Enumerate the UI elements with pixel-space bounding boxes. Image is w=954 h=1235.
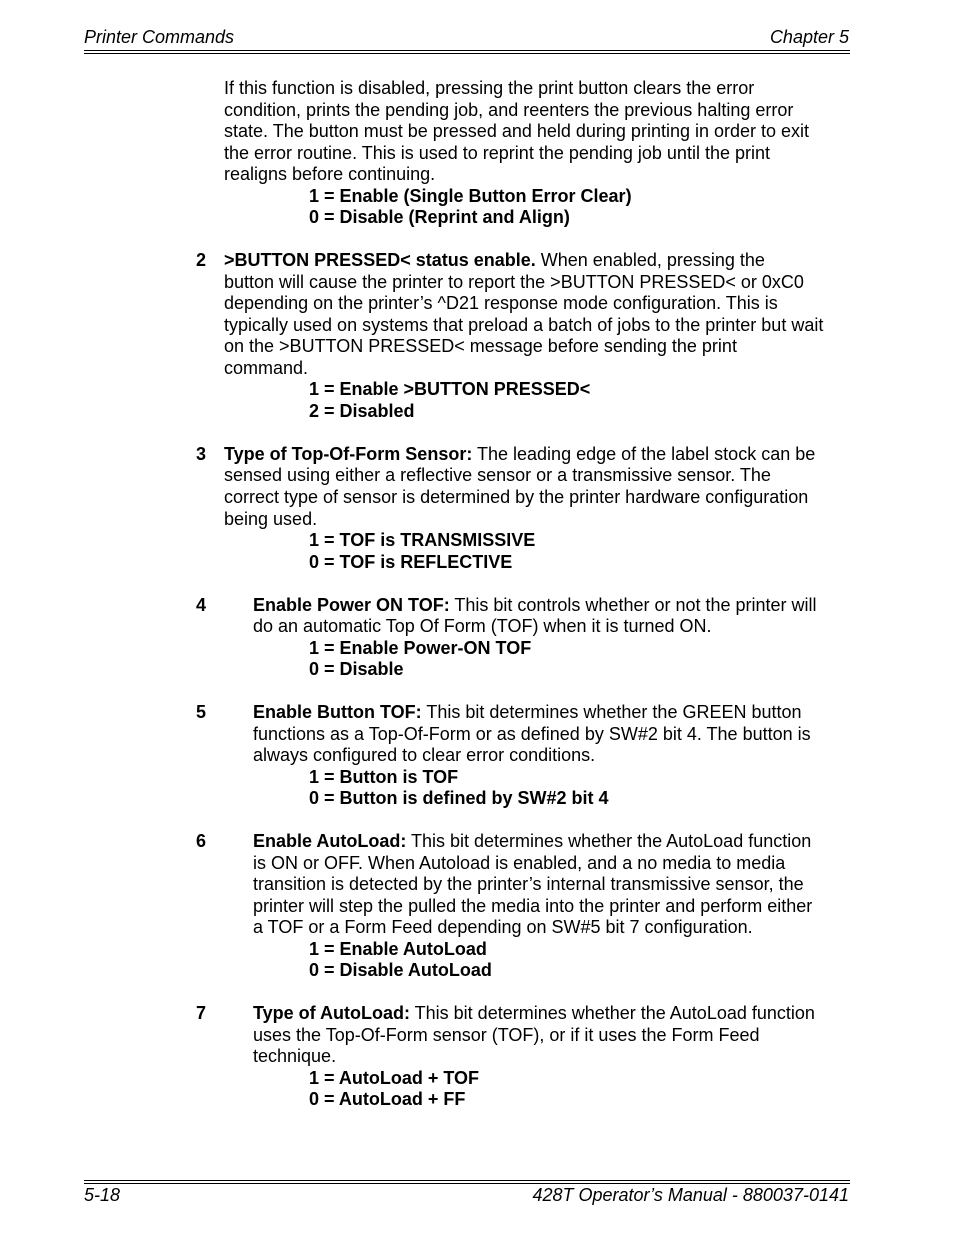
item-text: This bit determines whether the GREEN button [421,702,802,722]
footer-rule-2 [84,1183,850,1184]
item-line: command. [224,358,309,378]
item-title: Enable Button TOF: [253,702,422,722]
item-title: Enable AutoLoad: [253,831,407,851]
footer-rule [84,1180,850,1181]
item-number: 2 [196,250,207,270]
item-option: 1 = AutoLoad + TOF [309,1068,480,1088]
item-option: 0 = TOF is REFLECTIVE [309,552,513,572]
item-first-line [253,831,811,853]
item-option: 1 = Enable >BUTTON PRESSED< [309,379,591,399]
header-rule-2 [84,53,850,54]
item-first-line [224,250,765,272]
intro-line: condition, prints the pending job, and reenters the previous halting error [224,100,794,120]
item-text: This bit determines whether the AutoLoad function [406,831,812,851]
header-rule [84,50,850,51]
item-title: Type of Top-Of-Form Sensor: [224,444,473,464]
item-text: This bit controls whether or not the printer will [449,595,817,615]
item-title: Enable Power ON TOF: [253,595,450,615]
item-number: 5 [196,702,207,722]
item-first-line [253,702,802,724]
item-line: printer will step the pulled the media into the printer and perform either [253,896,813,916]
item-option: 1 = Button is TOF [309,767,459,787]
item-title: Type of AutoLoad: [253,1003,410,1023]
intro-line: state. The button must be pressed and held during printing in order to exit [224,121,810,141]
item-text: This bit determines whether the AutoLoad function [409,1003,815,1023]
intro-option: 1 = Enable (Single Button Error Clear) [309,186,632,206]
item-line: being used. [224,509,318,529]
item-line: technique. [253,1046,337,1066]
item-line: always configured to clear error conditions. [253,745,596,765]
page-number: 5-18 [84,1185,121,1205]
item-first-line [224,444,815,466]
intro-line: the error routine. This is used to reprint the pending job until the print [224,143,770,163]
item-first-line [253,1003,815,1025]
item-line: transition is detected by the printer’s internal transmissive sensor, the [253,874,804,894]
intro-line: If this function is disabled, pressing the print button clears the error [224,78,755,98]
item-line: typically used on systems that preload a batch of jobs to the printer but wait [224,315,824,335]
item-option: 0 = Button is defined by SW#2 bit 4 [309,788,609,808]
item-line: a TOF or a Form Feed depending on SW#5 bit 7 configuration. [253,917,753,937]
item-line: uses the Top-Of-Form sensor (TOF), or if it uses the Form Feed [253,1025,760,1045]
item-line: depending on the printer’s ^D21 response mode configuration. This is [224,293,778,313]
item-option: 1 = Enable Power-ON TOF [309,638,532,658]
item-line: do an automatic Top Of Form (TOF) when it is turned ON. [253,616,712,636]
item-line: button will cause the printer to report the >BUTTON PRESSED< or 0xC0 [224,272,804,292]
item-option: 0 = AutoLoad + FF [309,1089,466,1109]
item-option: 2 = Disabled [309,401,415,421]
item-line: on the >BUTTON PRESSED< message before sending the print [224,336,737,356]
item-option: 1 = TOF is TRANSMISSIVE [309,530,536,550]
item-text: The leading edge of the label stock can be [472,444,816,464]
item-option: 0 = Disable [309,659,404,679]
item-number: 7 [196,1003,207,1023]
item-line: functions as a Top-Of-Form or as defined by SW#2 bit 4. The button is [253,724,811,744]
intro-option: 0 = Disable (Reprint and Align) [309,207,570,227]
item-text: When enabled, pressing the [535,250,765,270]
item-line: sensed using either a reflective sensor or a transmissive sensor. The [224,465,771,485]
manual-title: 428T Operator’s Manual - 880037-0141 [532,1185,849,1205]
item-first-line [253,595,817,617]
item-option: 1 = Enable AutoLoad [309,939,487,959]
item-number: 6 [196,831,207,851]
header-section-title: Printer Commands [84,27,235,47]
item-number: 3 [196,444,207,464]
item-line: correct type of sensor is determined by the printer hardware configuration [224,487,809,507]
header-chapter: Chapter 5 [769,27,849,47]
item-option: 0 = Disable AutoLoad [309,960,492,980]
item-title: >BUTTON PRESSED< status enable. [224,250,536,270]
intro-line: realigns before continuing. [224,164,436,184]
item-number: 4 [196,595,207,615]
item-line: is ON or OFF. When Autoload is enabled, and a no media to media [253,853,786,873]
